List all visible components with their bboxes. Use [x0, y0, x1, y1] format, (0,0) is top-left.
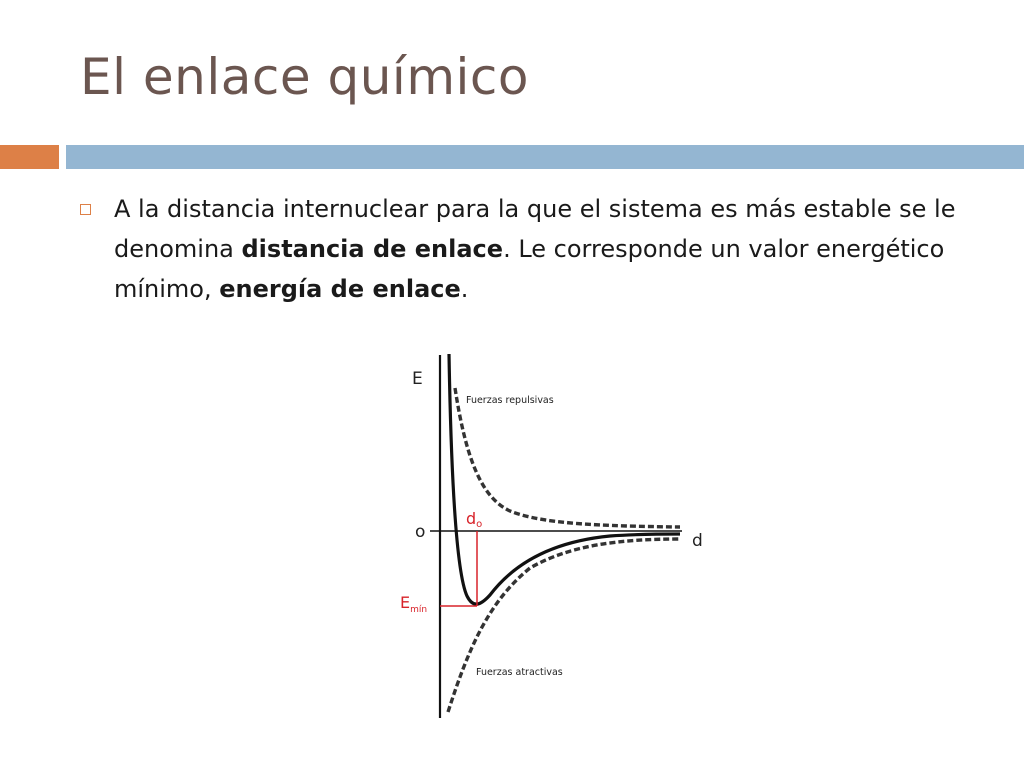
repulsive-forces-curve: [455, 388, 680, 527]
potential-energy-diagram: [380, 340, 720, 725]
accent-bar-orange: [0, 145, 59, 169]
origin-label: o: [415, 522, 426, 542]
y-axis-label: E: [412, 369, 423, 389]
potential-energy-svg: [380, 340, 720, 725]
accent-bar-blue: [66, 145, 1024, 169]
bond-distance-term: distancia de enlace: [241, 235, 504, 263]
bullet-text-part-1: A la distancia internuclear para la que el sistema es más estable se le denomina: [114, 195, 956, 263]
bullet-paragraph: [114, 189, 974, 309]
x-axis-label: d: [692, 531, 703, 551]
bullet-square-icon: [80, 204, 91, 215]
attractive-forces-label: Fuerzas atractivas: [476, 667, 563, 678]
minimum-energy-label: $E_{mín}$: [400, 593, 428, 615]
slide-title: El enlace químico: [80, 48, 530, 106]
bond-energy-term: energía de enlace: [219, 275, 461, 303]
resultant-energy-curve: [449, 354, 680, 604]
repulsive-forces-label: Fuerzas repulsivas: [466, 395, 554, 406]
attractive-forces-curve: [448, 539, 680, 712]
bullet-text-part-3: .: [460, 275, 469, 303]
bullet-text-part-2: . Le corresponde un valor energético mínimo,: [114, 235, 945, 303]
bond-distance-label: do: [466, 509, 483, 530]
